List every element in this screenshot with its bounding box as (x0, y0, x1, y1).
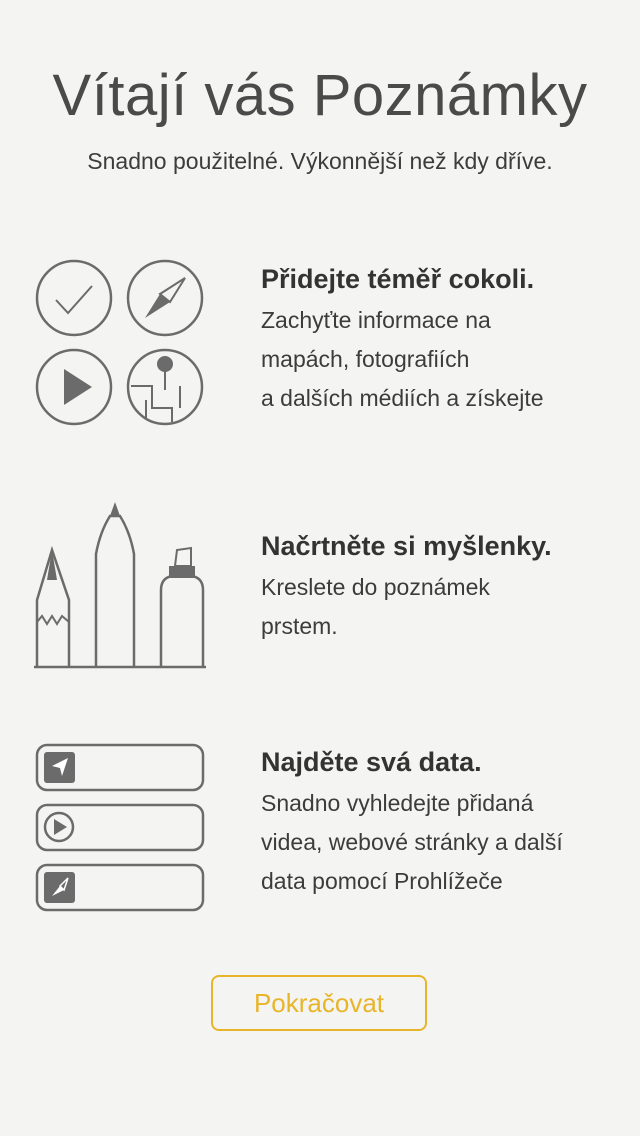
map-pin-icon (128, 350, 202, 424)
feature-description (261, 301, 631, 418)
feature-heading: Načrtněte si myšlenky. (261, 531, 552, 561)
feature-heading: Přidejte téměř cokoli. (261, 264, 535, 294)
page-title: Vítají vás Poznámky (52, 63, 588, 128)
feature-sketch-icons (34, 498, 206, 670)
feature-line: Kreslete do poznámek (261, 574, 490, 600)
marker-icon (161, 548, 203, 666)
feature-browser (261, 747, 631, 901)
feature-heading: Najděte svá data. (261, 747, 482, 777)
feature-browser-icons (34, 742, 206, 914)
checkmark-icon (37, 261, 111, 335)
feature-line: prstem. (261, 613, 338, 639)
video-row (37, 805, 203, 850)
feature-sketch (261, 531, 631, 646)
feature-description (261, 568, 631, 646)
feature-line: Snadno vyhledejte přidaná (261, 790, 534, 816)
compass-icon (128, 261, 202, 335)
link-row (37, 865, 203, 910)
continue-button[interactable]: Pokračovat (211, 975, 427, 1031)
pencil-icon (37, 550, 69, 666)
location-arrow-row (37, 745, 203, 790)
feature-line: videa, webové stránky a další (261, 829, 563, 855)
feature-line: mapách, fotografiích (261, 346, 470, 372)
feature-line: data pomocí Prohlížeče (261, 868, 503, 894)
feature-line: Zachyťte informace na (261, 307, 491, 333)
page-subtitle: Snadno použitelné. Výkonnější než kdy dříve. (87, 148, 553, 174)
feature-add (261, 264, 631, 418)
play-icon (54, 819, 67, 835)
feature-description (261, 784, 631, 901)
feature-line: a dalších médiích a získejte (261, 385, 544, 411)
feature-add-icons (34, 258, 206, 428)
pen-icon (96, 502, 134, 666)
play-icon (37, 350, 111, 424)
